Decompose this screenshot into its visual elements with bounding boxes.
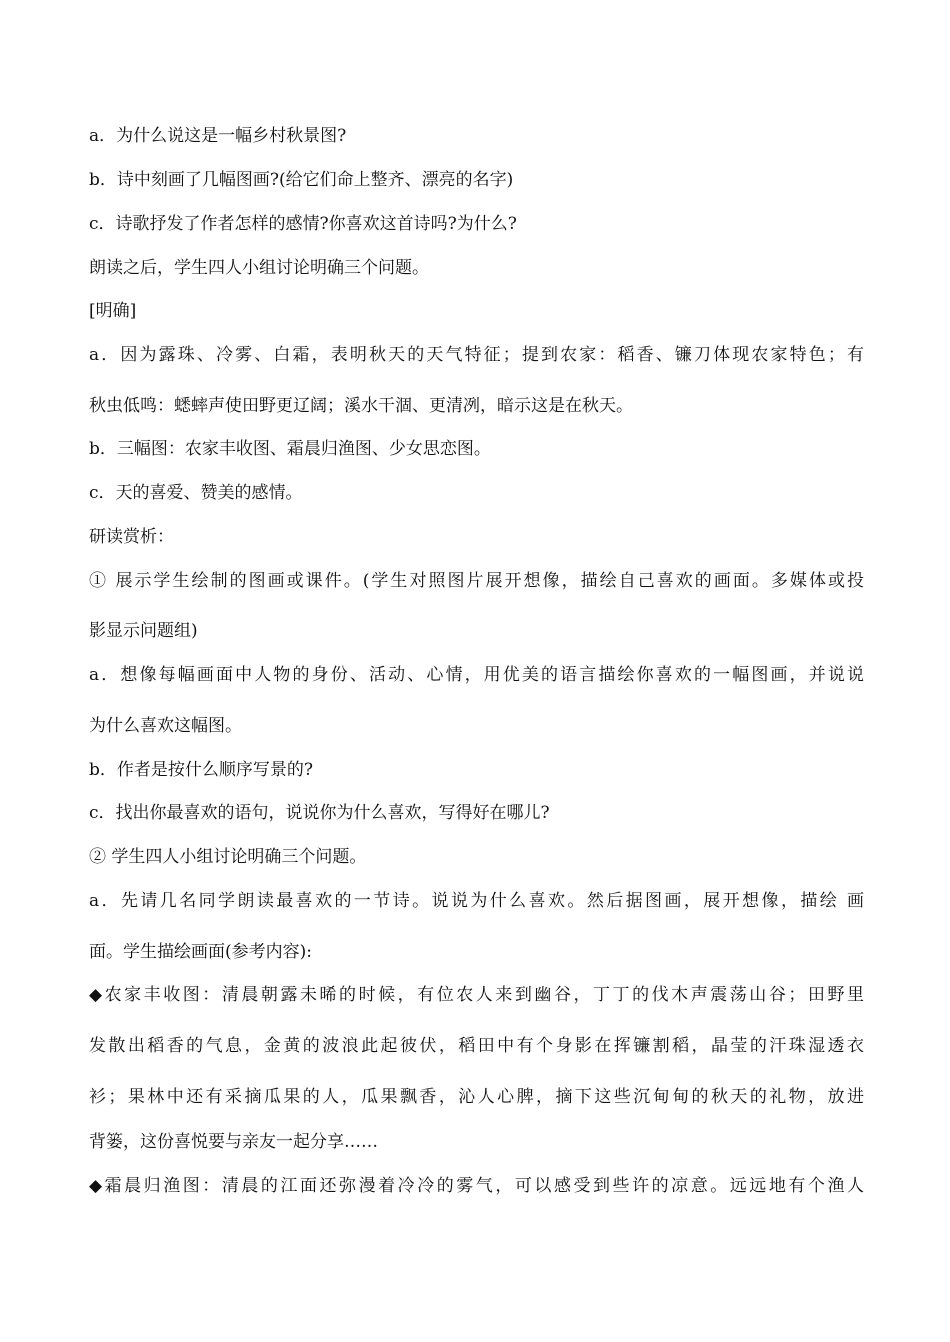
question-a-line: a．为什么说这是一幅乡村秋景图? xyxy=(89,126,347,146)
question-b-line: b．诗中刻画了几幅图画?(给它们命上整齐、漂亮的名字) xyxy=(89,170,514,190)
task-a-line-1: a．想像每幅画面中人物的身份、活动、心情，用优美的语言描绘你喜欢的一幅图画，并说说 xyxy=(89,665,864,685)
clarify-heading: [明确] xyxy=(89,301,137,321)
reading-a-line-1: a．先请几名同学朗读最喜欢的一节诗。说说为什么喜欢。然后据图画，展开想像，描绘 画 xyxy=(89,891,864,911)
harvest-scene-line-4: 背篓，这份喜悦要与亲友一起分享…… xyxy=(89,1132,378,1152)
task-a-line-2: 为什么喜欢这幅图。 xyxy=(89,716,242,736)
harvest-scene-line-1: ◆农家丰收图：清晨朝露未晞的时候，有位农人来到幽谷，丁丁的伐木声震荡山谷；田野里 xyxy=(89,985,864,1005)
reading-a-line-2: 面。学生描绘画面(参考内容): xyxy=(89,942,312,962)
document-page xyxy=(89,0,864,1342)
task-b-line: b．作者是按什么顺序写景的? xyxy=(89,760,313,780)
analysis-heading: 研读赏析： xyxy=(89,527,174,547)
step-1-line-1: ① 展示学生绘制的图画或课件。(学生对照图片展开想像，描绘自己喜欢的画面。多媒体或投 xyxy=(89,571,864,591)
answer-a-line-2: 秋虫低鸣：蟋蟀声使田野更辽阔；溪水干涸、更清冽，暗示这是在秋天。 xyxy=(89,396,633,416)
discussion-line: 朗读之后，学生四人小组讨论明确三个问题。 xyxy=(89,258,429,278)
step-2-line: ② 学生四人小组讨论明确三个问题。 xyxy=(89,847,367,867)
answer-b-line: b．三幅图：农家丰收图、霜晨归渔图、少女思恋图。 xyxy=(89,439,491,459)
fishing-scene-line-1: ◆霜晨归渔图：清晨的江面还弥漫着冷冷的雾气，可以感受到些许的凉意。远远地有个渔人 xyxy=(89,1176,864,1196)
harvest-scene-line-3: 衫；果林中还有采摘瓜果的人，瓜果飘香，沁人心脾，摘下这些沉甸甸的秋天的礼物，放进 xyxy=(89,1087,864,1107)
question-c-line: c．诗歌抒发了作者怎样的感情?你喜欢这首诗吗?为什么? xyxy=(89,214,517,234)
harvest-scene-line-2: 发散出稻香的气息，金黄的波浪此起彼伏，稻田中有个身影在挥镰割稻，晶莹的汗珠湿透衣 xyxy=(89,1036,864,1056)
task-c-line: c．找出你最喜欢的语句，说说你为什么喜欢，写得好在哪儿? xyxy=(89,803,550,823)
answer-a-line-1: a．因为露珠、冷雾、白霜，表明秋天的天气特征；提到农家：稻香、镰刀体现农家特色；有 xyxy=(89,345,864,365)
step-1-line-2: 影显示问题组) xyxy=(89,621,198,641)
answer-c-line: c．天的喜爱、赞美的感情。 xyxy=(89,483,303,503)
